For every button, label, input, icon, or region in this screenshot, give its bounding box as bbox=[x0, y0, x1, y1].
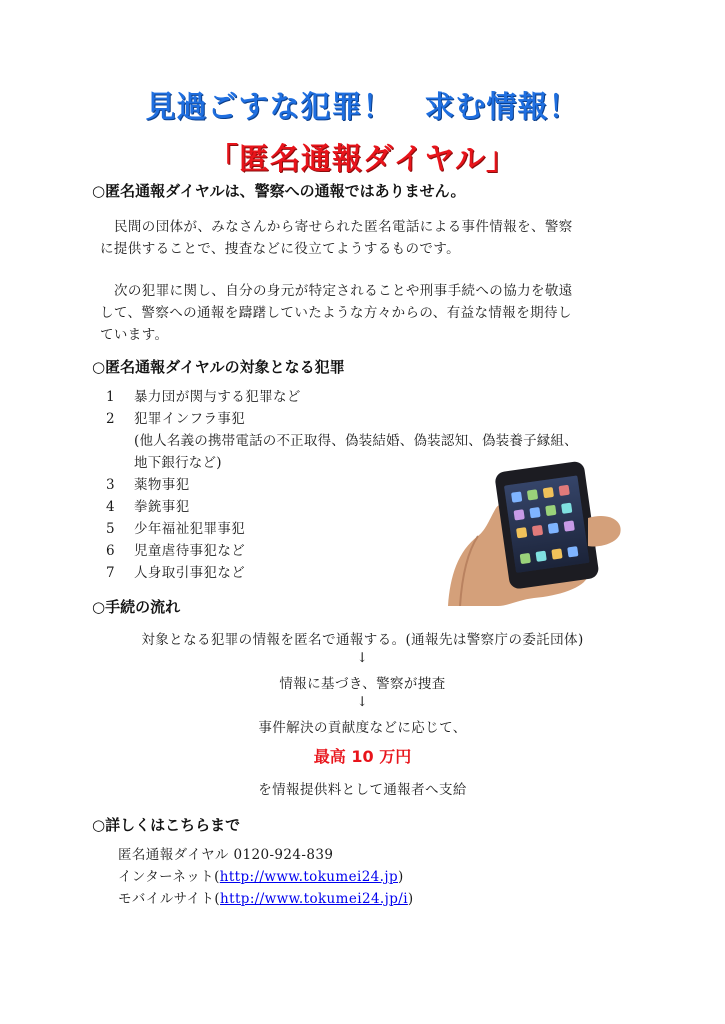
item-label: 拳銃事犯 bbox=[134, 499, 190, 515]
note-line: 地下銀行など) bbox=[134, 455, 222, 471]
sub-title: 「匿名通報ダイヤル」 bbox=[207, 142, 518, 177]
item-label: 少年福祉犯罪事犯 bbox=[134, 521, 246, 537]
contact-dial bbox=[118, 844, 414, 866]
item-label: 暴力団が関与する犯罪など bbox=[134, 389, 301, 405]
paragraph-line: して、警察への通報を躊躇していたような方々からの、有益な情報を期待し bbox=[100, 305, 572, 321]
flow-step-3: 事件解決の貢献度などに応じて、 bbox=[258, 720, 467, 736]
close-paren: ) bbox=[398, 869, 404, 885]
section1-paragraph2 bbox=[100, 280, 640, 346]
dial-label: 匿名通報ダイヤル bbox=[118, 847, 229, 863]
internet-link[interactable]: http://www.tokumei24.jp bbox=[219, 869, 398, 885]
flow-step-1: 対象となる犯罪の情報を匿名で通報する。(通報先は警察庁の委託団体) bbox=[141, 632, 584, 648]
item-number: 5 bbox=[106, 521, 115, 537]
item-number: 4 bbox=[106, 499, 115, 515]
smartphone-in-hand-icon bbox=[438, 456, 634, 606]
reward-amount: 最高 10 万円 bbox=[313, 747, 412, 766]
flow-arrow: ↓ bbox=[356, 694, 369, 710]
main-title: 見過ごすな犯罪！ 求む情報！ bbox=[145, 90, 580, 125]
dial-number: 0120-924-839 bbox=[233, 847, 334, 863]
item-label: 人身取引事犯など bbox=[134, 565, 246, 581]
item-number: 3 bbox=[106, 477, 115, 493]
item-label: 児童虐待事犯など bbox=[134, 543, 246, 559]
item-number: 1 bbox=[106, 389, 115, 405]
flow-step-2: 情報に基づき、警察が捜査 bbox=[279, 676, 446, 692]
paragraph-line: 次の犯罪に関し、自分の身元が特定されることや刑事手続への協力を敬遠 bbox=[114, 283, 573, 299]
list-item bbox=[106, 408, 666, 430]
flow-step-4: を情報提供料として通報者へ支給 bbox=[258, 782, 467, 798]
mobile-link[interactable]: http://www.tokumei24.jp/i bbox=[220, 891, 408, 907]
flow-arrow: ↓ bbox=[356, 650, 369, 666]
section2-heading: ○匿名通報ダイヤルの対象となる犯罪 bbox=[92, 358, 345, 376]
contact-internet bbox=[118, 866, 414, 888]
internet-label: インターネット( bbox=[118, 869, 220, 885]
close-paren: ) bbox=[407, 891, 414, 907]
list-item bbox=[106, 386, 666, 408]
section1-paragraph1 bbox=[100, 216, 640, 260]
contact-mobile bbox=[118, 888, 414, 910]
contact-info bbox=[118, 844, 414, 910]
paragraph-line: ています。 bbox=[100, 327, 169, 343]
item-number: 2 bbox=[106, 411, 115, 427]
item-label: 犯罪インフラ事犯 bbox=[134, 411, 246, 427]
item-label: 薬物事犯 bbox=[134, 477, 190, 493]
section3-heading: ○手続の流れ bbox=[92, 598, 181, 616]
paragraph-line: に提供することで、捜査などに役立てようするものです。 bbox=[100, 241, 461, 257]
item-number: 7 bbox=[106, 565, 115, 581]
paragraph-line: 民間の団体が、みなさんから寄せられた匿名電話による事件情報を、警察 bbox=[114, 219, 573, 235]
section1-heading: ○匿名通報ダイヤルは、警察への通報ではありません。 bbox=[92, 182, 466, 200]
note-line: (他人名義の携帯電話の不正取得、偽装結婚、偽装認知、偽装養子縁組、 bbox=[134, 433, 578, 449]
item-number: 6 bbox=[106, 543, 115, 559]
section4-heading: ○詳しくはこちらまで bbox=[92, 816, 241, 834]
mobile-label: モバイルサイト( bbox=[118, 891, 221, 907]
